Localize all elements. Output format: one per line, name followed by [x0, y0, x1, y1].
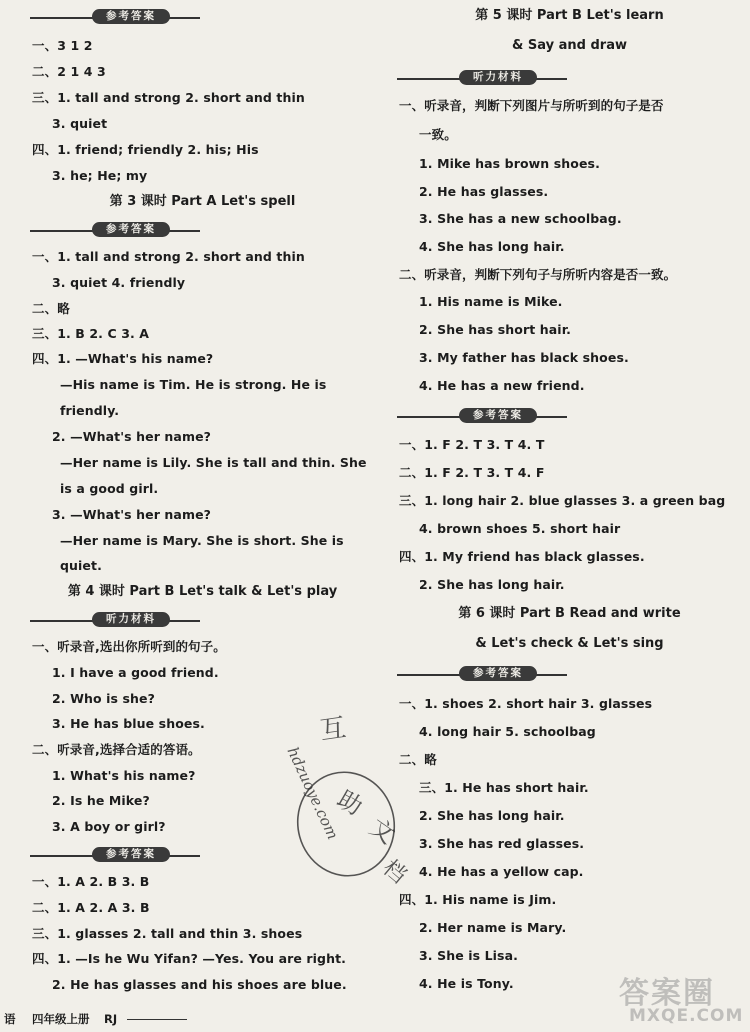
answer-line: 2. Her name is Mary.	[419, 920, 567, 935]
answer-key-badge-row	[30, 222, 200, 238]
stamp-char-1: 互	[318, 712, 348, 747]
answer-line: 三、1. He has short hair.	[419, 780, 589, 795]
corner-watermark	[615, 968, 747, 1030]
answer-line: 3. quiet 4. friendly	[52, 275, 186, 290]
answer-key-badge-row	[30, 847, 200, 863]
footer-rule	[127, 1019, 187, 1020]
answer-line: 二、1. A 2. A 3. B	[32, 900, 150, 915]
answer-line: 四、1. friend; friendly 2. his; His	[32, 142, 259, 157]
handwritten-stamp	[268, 712, 418, 897]
answer-line: 四、1. His name is Jim.	[399, 892, 557, 907]
answer-line: 1. What's his name?	[52, 768, 196, 783]
footer-grade: 四年级上册	[32, 1012, 90, 1026]
answer-line: 4. He has a yellow cap.	[419, 864, 584, 879]
answer-key-badge: 参考答案	[459, 408, 537, 423]
answer-line: 2. She has long hair.	[419, 808, 565, 823]
page-footer	[0, 1010, 360, 1028]
answer-line: 二、听录音，判断下列句子与所听内容是否一致。	[399, 267, 677, 282]
answer-line: 2. —What's her name?	[52, 429, 211, 444]
answer-key-badge: 参考答案	[92, 847, 170, 862]
answer-line: 3. She has red glasses.	[419, 836, 585, 851]
answer-line: 4. brown shoes 5. short hair	[419, 521, 621, 536]
lesson-6-subheading: & Let's check & Let's sing	[475, 636, 664, 651]
answer-line: 二、1. F 2. T 3. T 4. F	[399, 465, 545, 480]
stamp-char-4: 档	[377, 855, 411, 889]
answer-key-badge-row	[397, 666, 567, 682]
answer-line: 一、1. tall and strong 2. short and thin	[32, 249, 305, 264]
answer-line: 2. He has glasses and his shoes are blue.	[52, 977, 347, 992]
stamp-char-2: 助	[332, 784, 368, 822]
watermark-url: MXQE.COM	[629, 1006, 744, 1026]
answer-line: 二、略	[32, 301, 70, 316]
answer-key-badge-row	[30, 9, 200, 25]
answer-line: quiet.	[60, 558, 102, 573]
answer-line: 四、1. My friend has black glasses.	[399, 549, 645, 564]
answer-line: 三、1. B 2. C 3. A	[32, 326, 150, 341]
answer-line: 四、1. —Is he Wu Yifan? —Yes. You are right.	[32, 951, 347, 966]
watermark-cn: 答案圈	[619, 976, 715, 1011]
answer-line: 2. He has glasses.	[419, 184, 549, 199]
listening-badge-row	[30, 612, 200, 628]
lesson-5-heading: 第 5 课时 Part B Let's learn	[475, 8, 664, 23]
answer-line: 4. He is Tony.	[419, 976, 514, 991]
answer-line: 二、略	[399, 752, 437, 767]
answer-line: 二、听录音,选择合适的答语。	[32, 742, 201, 757]
answer-line: 2. Is he Mike?	[52, 793, 150, 808]
answer-line: —Her name is Mary. She is short. She is	[60, 533, 344, 548]
answer-line: 三、1. tall and strong 2. short and thin	[32, 90, 305, 105]
answer-line: 3. She is Lisa.	[419, 948, 518, 963]
answer-line: 3. A boy or girl?	[52, 819, 166, 834]
answer-line: 3. He has blue shoes.	[52, 716, 205, 731]
answer-line: 4. long hair 5. schoolbag	[419, 724, 596, 739]
answer-line: 1. Mike has brown shoes.	[419, 156, 600, 171]
answer-line: 四、1. —What's his name?	[32, 351, 214, 366]
answer-line: 4. He has a new friend.	[419, 378, 585, 393]
answer-line: 3. he; He; my	[52, 168, 148, 183]
footer-subject: 语	[4, 1012, 16, 1026]
answer-line: 一、听录音,选出你所听到的句子。	[32, 639, 226, 654]
answer-line: 2. She has short hair.	[419, 322, 572, 337]
lesson-6-heading: 第 6 课时 Part B Read and write	[458, 606, 681, 621]
answer-line: friendly.	[60, 403, 120, 418]
answer-key-badge-row	[397, 408, 567, 424]
answer-line: 一、1. A 2. B 3. B	[32, 874, 150, 889]
answer-line: 3. quiet	[52, 116, 108, 131]
answer-key-badge: 参考答案	[92, 9, 170, 24]
answer-line: 一、3 1 2	[32, 38, 93, 53]
answer-line: 一、听录音，判断下列图片与所听到的句子是否	[399, 98, 664, 113]
lesson-3-heading: 第 3 课时 Part A Let's spell	[109, 194, 296, 209]
answer-line: 4. She has long hair.	[419, 239, 565, 254]
answer-line: 一致。	[419, 127, 457, 142]
lesson-4-heading: 第 4 课时 Part B Let's talk & Let's play	[67, 584, 338, 599]
answer-line: 3. —What's her name?	[52, 507, 211, 522]
stamp-char-3: 文	[364, 812, 401, 850]
answer-line: —Her name is Lily. She is tall and thin. She	[60, 455, 367, 470]
answer-key-badge: 参考答案	[459, 666, 537, 681]
footer-edition: RJ	[104, 1012, 118, 1026]
answer-line: 3. She has a new schoolbag.	[419, 211, 622, 226]
answer-line: 1. His name is Mike.	[419, 294, 563, 309]
answer-key-badge: 参考答案	[92, 222, 170, 237]
answer-line: 一、1. shoes 2. short hair 3. glasses	[399, 696, 653, 711]
answer-line: 2. Who is she?	[52, 691, 155, 706]
answer-line: 一、1. F 2. T 3. T 4. T	[399, 437, 545, 452]
stamp-url: hdzuoye.com	[283, 744, 342, 843]
listening-material-badge: 听力材料	[459, 70, 537, 85]
answer-line: —His name is Tim. He is strong. He is	[60, 377, 327, 392]
answer-line: 二、2 1 4 3	[32, 64, 106, 79]
answer-line: 3. My father has black shoes.	[419, 350, 629, 365]
listening-badge-row	[397, 70, 567, 86]
answer-line: 2. She has long hair.	[419, 577, 565, 592]
answer-line: 1. I have a good friend.	[52, 665, 219, 680]
answer-line: 三、1. long hair 2. blue glasses 3. a green bag	[399, 493, 726, 508]
lesson-5-subheading: & Say and draw	[512, 38, 627, 53]
answer-line: 三、1. glasses 2. tall and thin 3. shoes	[32, 926, 303, 941]
answer-line: is a good girl.	[60, 481, 159, 496]
listening-material-badge: 听力材料	[92, 612, 170, 627]
